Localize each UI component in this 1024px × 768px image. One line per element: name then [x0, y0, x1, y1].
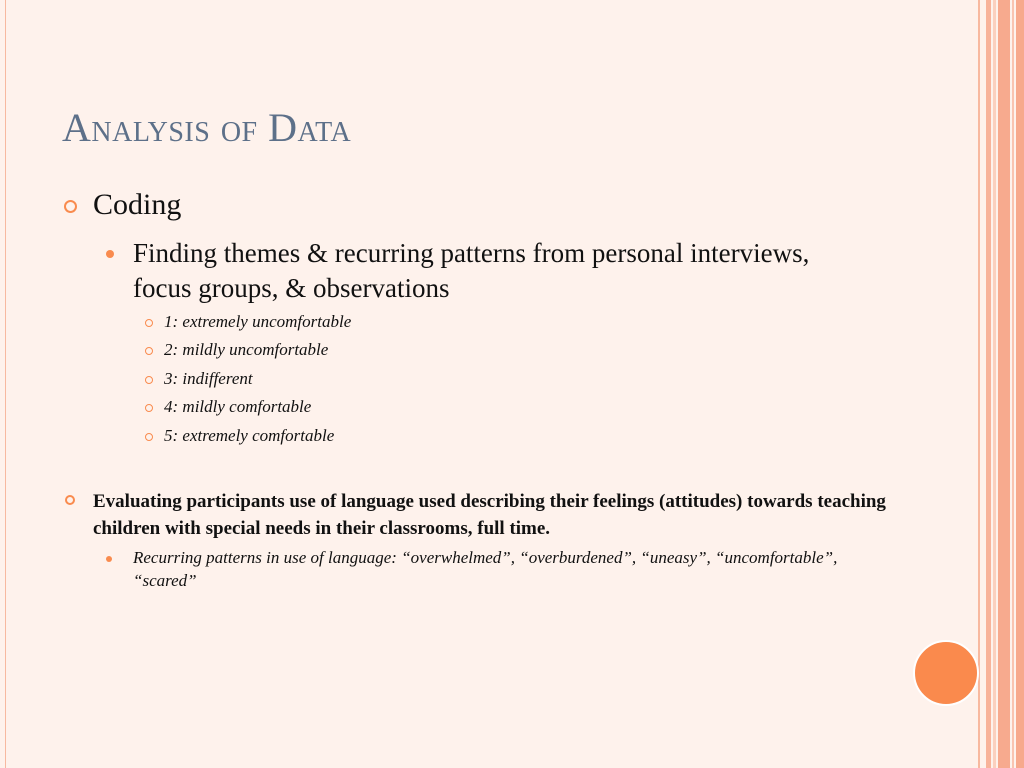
bullet-finding-themes: Finding themes & recurring patterns from personal interviews, focus groups, & observations [133, 238, 810, 303]
ring-bullet-icon [145, 319, 153, 327]
slide-title: Analysis of Data [62, 105, 352, 150]
ring-bullet-icon [65, 495, 75, 505]
bullet-evaluating: Evaluating participants use of language used describing their feelings (attitudes) towards teaching children with special needs in their classrooms, full time. [93, 491, 886, 539]
left-border-line [5, 0, 6, 768]
scale-item: 5: extremely comfortable [164, 426, 335, 445]
right-stripe [993, 0, 996, 768]
scale-item: 1: extremely uncomfortable [164, 312, 352, 331]
ring-bullet-icon [64, 200, 77, 213]
decorative-circle [913, 640, 979, 706]
right-stripe [1016, 0, 1024, 768]
bullet-recurring-patterns: Recurring patterns in use of language: “overwhelmed”, “overburdened”, “uneasy”, “uncomfortable”, “scared” [133, 548, 838, 590]
scale-item: 3: indifferent [164, 369, 253, 388]
ring-bullet-icon [145, 347, 153, 355]
right-stripe [1012, 0, 1014, 768]
ring-bullet-icon [145, 404, 153, 412]
dot-bullet-icon [106, 556, 112, 562]
ring-bullet-icon [145, 433, 153, 441]
scale-item: 4: mildly comfortable [164, 397, 312, 416]
scale-item: 2: mildly uncomfortable [164, 340, 329, 359]
right-stripe [998, 0, 1010, 768]
right-stripe [986, 0, 991, 768]
dot-bullet-icon [106, 250, 114, 258]
right-stripe [978, 0, 980, 768]
ring-bullet-icon [145, 376, 153, 384]
bullet-coding: Coding [93, 188, 182, 221]
